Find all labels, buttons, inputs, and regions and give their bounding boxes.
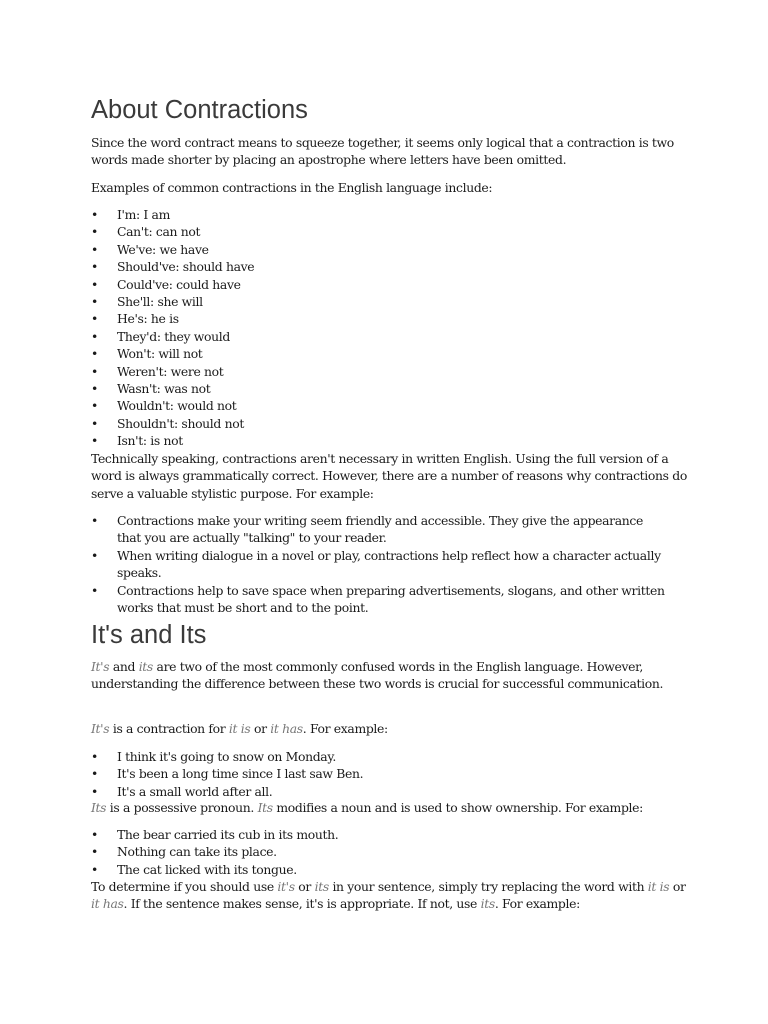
list-item: • It's been a long time since I last saw Ben. (91, 765, 691, 782)
intro-paragraph: Since the word contract means to squeeze together, it seems only logical that a contraction is two words made shorter by placing an apostrophe where letters have been omitted. (91, 135, 674, 168)
term-it-is: it is (647, 879, 670, 894)
term-its-possessive: Its (257, 800, 273, 815)
list-item: • Shouldn't: should not (91, 415, 691, 432)
list-item: • Can't: can not (91, 223, 691, 240)
list-item: • Weren't: were not (91, 363, 691, 380)
list-item: • The bear carried its cub in its mouth. (91, 826, 691, 843)
text-run: in your sentence, simply try replacing the word with (328, 879, 648, 894)
list-item: • Isn't: is not (91, 432, 691, 449)
text-run: or (294, 879, 315, 894)
list-item: • Contractions make your writing seem friendly and accessible. They give the appearance that you are actually "talking" to your reader. (91, 512, 666, 547)
heading-about-contractions: About Contractions (91, 96, 308, 124)
list-item: • I'm: I am (91, 206, 691, 223)
term-it-has: it has (270, 721, 303, 736)
list-item: • When writing dialogue in a novel or play, contractions help reflect how a character actually speaks. (91, 547, 666, 582)
text-run: and (109, 659, 139, 674)
determine-paragraph (91, 878, 691, 913)
contractions-list (91, 206, 691, 450)
text-run: are two of the most commonly confused words in the English language. However, understanding the difference between these two words is crucial for successful communication. (91, 659, 664, 692)
list-item: • I think it's going to snow on Monday. (91, 748, 691, 765)
list-item: • Nothing can take its place. (91, 843, 691, 860)
term-its-contraction: it's (277, 879, 295, 894)
list-item: • We've: we have (91, 241, 691, 258)
list-item: • The cat licked with its tongue. (91, 861, 691, 878)
list-item: • Wouldn't: would not (91, 397, 691, 414)
text-run: is a possessive pronoun. (106, 800, 258, 815)
list-item: • It's a small world after all. (91, 783, 691, 800)
text-run: . For example: (302, 721, 388, 736)
technically-paragraph: Technically speaking, contractions aren't necessary in written English. Using the full version of a word is always grammatically correct. However, there are a number of reasons why contractions do serve a valuable stylistic purpose. For example: (91, 451, 687, 501)
text-run: . For example: (494, 896, 580, 912)
examples-intro-paragraph: Examples of common contractions in the English language include: (91, 180, 493, 195)
text-run: or (250, 721, 271, 736)
text-run: To determine if you should use (91, 879, 278, 894)
term-its-contraction: It's (91, 721, 110, 736)
its-examples-list (91, 748, 691, 800)
its-contraction-paragraph (91, 720, 691, 737)
list-item: • Wasn't: was not (91, 380, 691, 397)
term-its-possessive: its (314, 879, 329, 894)
possessive-paragraph (91, 799, 691, 816)
text-run: . If the sentence makes sense, it's is appropriate. If not, use (123, 896, 481, 912)
list-item: • He's: he is (91, 310, 691, 327)
term-its-possessive: its (480, 896, 495, 912)
term-its-possessive: its (138, 659, 153, 674)
text-run: or (669, 879, 686, 894)
list-item: • Contractions help to save space when preparing advertisements, slogans, and other written works that must be short and to the point. (91, 582, 666, 617)
term-its-contraction: It's (91, 659, 110, 674)
text-run: modifies a noun and is used to show ownership. For example: (272, 800, 643, 815)
list-item: • She'll: she will (91, 293, 691, 310)
term-it-is: it is (228, 721, 251, 736)
list-item: • Should've: should have (91, 258, 691, 275)
its-intro-paragraph (91, 658, 691, 693)
reasons-list (91, 512, 666, 616)
term-it-has: it has (91, 896, 124, 912)
heading-its-and-its: It's and Its (91, 621, 207, 649)
list-item: • Won't: will not (91, 345, 691, 362)
list-item: • Could've: could have (91, 276, 691, 293)
list-item: • They'd: they would (91, 328, 691, 345)
possessive-examples-list (91, 826, 691, 878)
term-its-possessive: Its (91, 800, 107, 815)
text-run: is a contraction for (109, 721, 229, 736)
